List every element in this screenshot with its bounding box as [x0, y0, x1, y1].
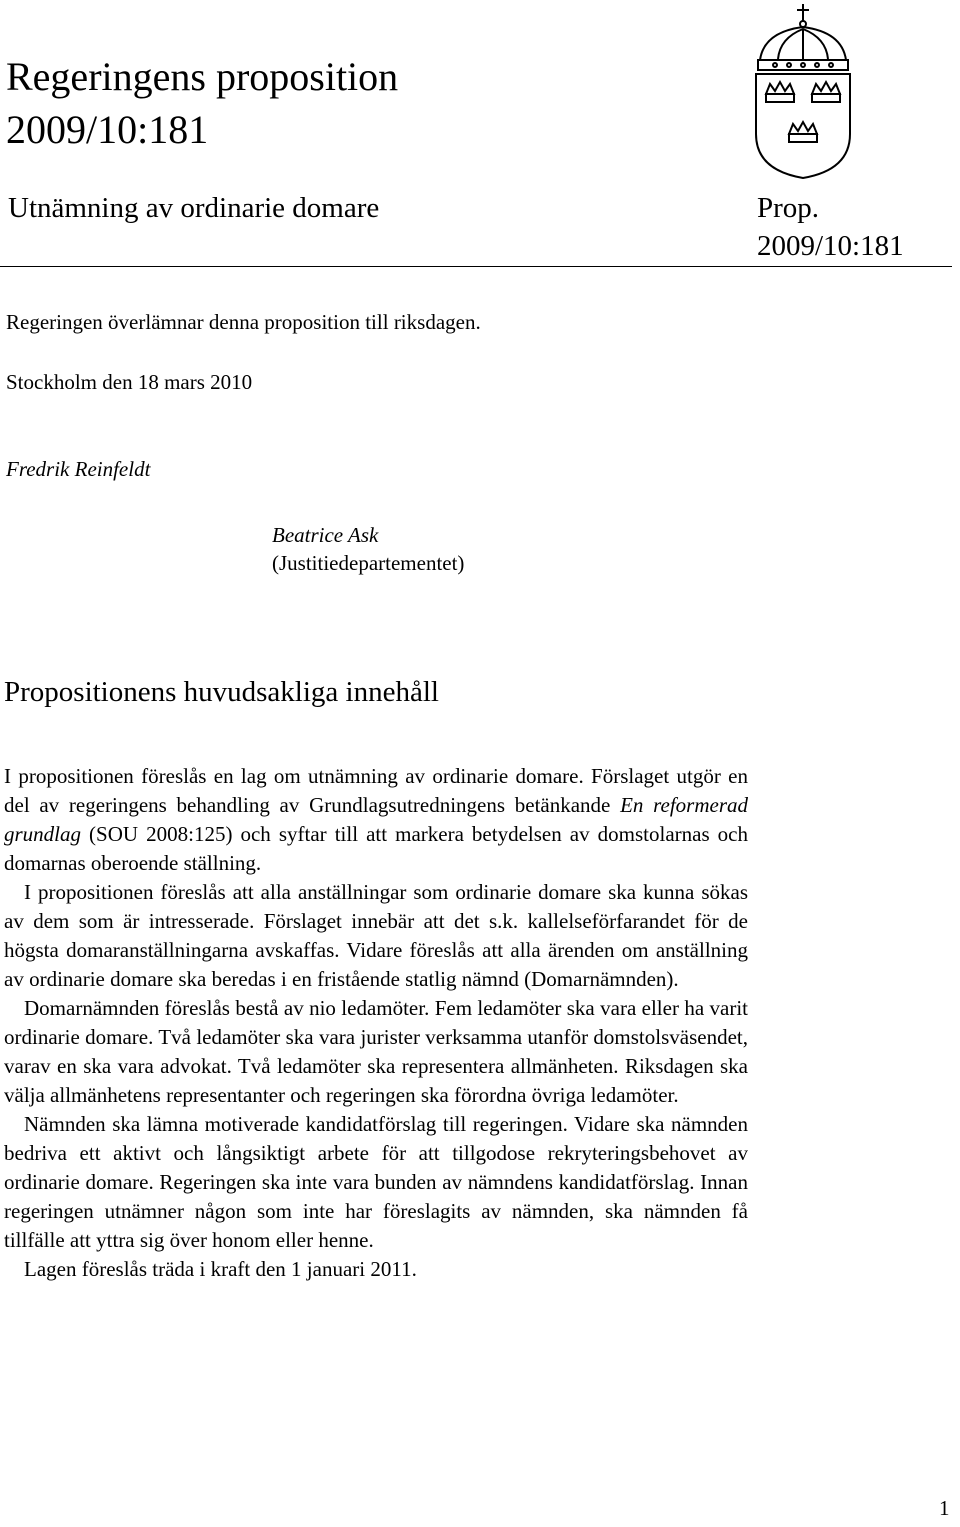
swedish-coat-of-arms-icon: [750, 2, 856, 180]
paragraph-2: I propositionen föreslås att alla anställningar som ordinarie domare ska kunna sökas av dem som är intresserade. Förslaget innebär att det s.k. kallelseförfarandet för de högsta domaranställningarna avskaffas. Vidare föreslås att alla ärenden om anställning av ordinarie domare ska beredas i en fristående statlig nämnd (Domarnämnden).: [4, 880, 748, 991]
proposition-subtitle: Utnämning av ordinarie domare: [8, 192, 380, 224]
signature-intro: Regeringen överlämnar denna proposition till riksdagen.: [6, 310, 481, 334]
prop-label: Prop.: [757, 192, 820, 224]
prop-number: 2009/10:181: [757, 230, 904, 262]
page-number: 1: [939, 1496, 950, 1520]
prime-minister-name: Fredrik Reinfeldt: [6, 457, 151, 481]
minister-name: Beatrice Ask: [272, 523, 379, 547]
department-name: (Justitiedepartementet): [272, 551, 465, 575]
paragraph-5: Lagen föreslås träda i kraft den 1 januari 2011.: [24, 1257, 417, 1281]
report-title: En reformerad grundlag: [4, 793, 748, 846]
title-line-1: Regeringens proposition: [6, 54, 399, 99]
title-line-2: 2009/10:181: [6, 107, 209, 152]
place-date: Stockholm den 18 mars 2010: [6, 370, 253, 394]
paragraph-1-part-b: (SOU 2008:125) och syftar till att markera betydelsen av domstolarnas och domarnas oberoende ställning.: [4, 822, 748, 875]
header-divider: [0, 266, 952, 267]
document-title: [6, 50, 398, 156]
paragraph-1-part-a: I propositionen föreslås en lag om utnämning av ordinarie domare. Förslaget utgör en del av regeringens behandling av Grundlagsutredningens betänkande: [4, 764, 748, 817]
paragraph-1: [4, 762, 748, 878]
paragraph-3: Domarnämnden föreslås bestå av nio ledamöter. Fem ledamöter ska vara eller ha varit ordinarie domare. Två ledamöter ska vara jurister verksamma utanför domstolsväsendet, varav en ska vara advokat. Två ledamöter ska representera allmänheten. Riksdagen ska välja allmänhetens representanter och regeringen ska förordna övriga ledamöter.: [4, 996, 748, 1107]
summary-heading: Propositionens huvudsakliga innehåll: [4, 676, 439, 708]
summary-body: [4, 762, 748, 1284]
paragraph-4: Nämnden ska lämna motiverade kandidatförslag till regeringen. Vidare ska nämnden bedriva ett aktivt och långsiktigt arbete för att tillgodose rekryteringsbehovet av ordinarie domare. Regeringen ska inte vara bunden av nämndens kandidatförslag. Innan regeringen utnämner någon som inte har föreslagits av nämnden, ska nämnden få tillfälle att yttra sig över honom eller henne.: [4, 1112, 748, 1252]
